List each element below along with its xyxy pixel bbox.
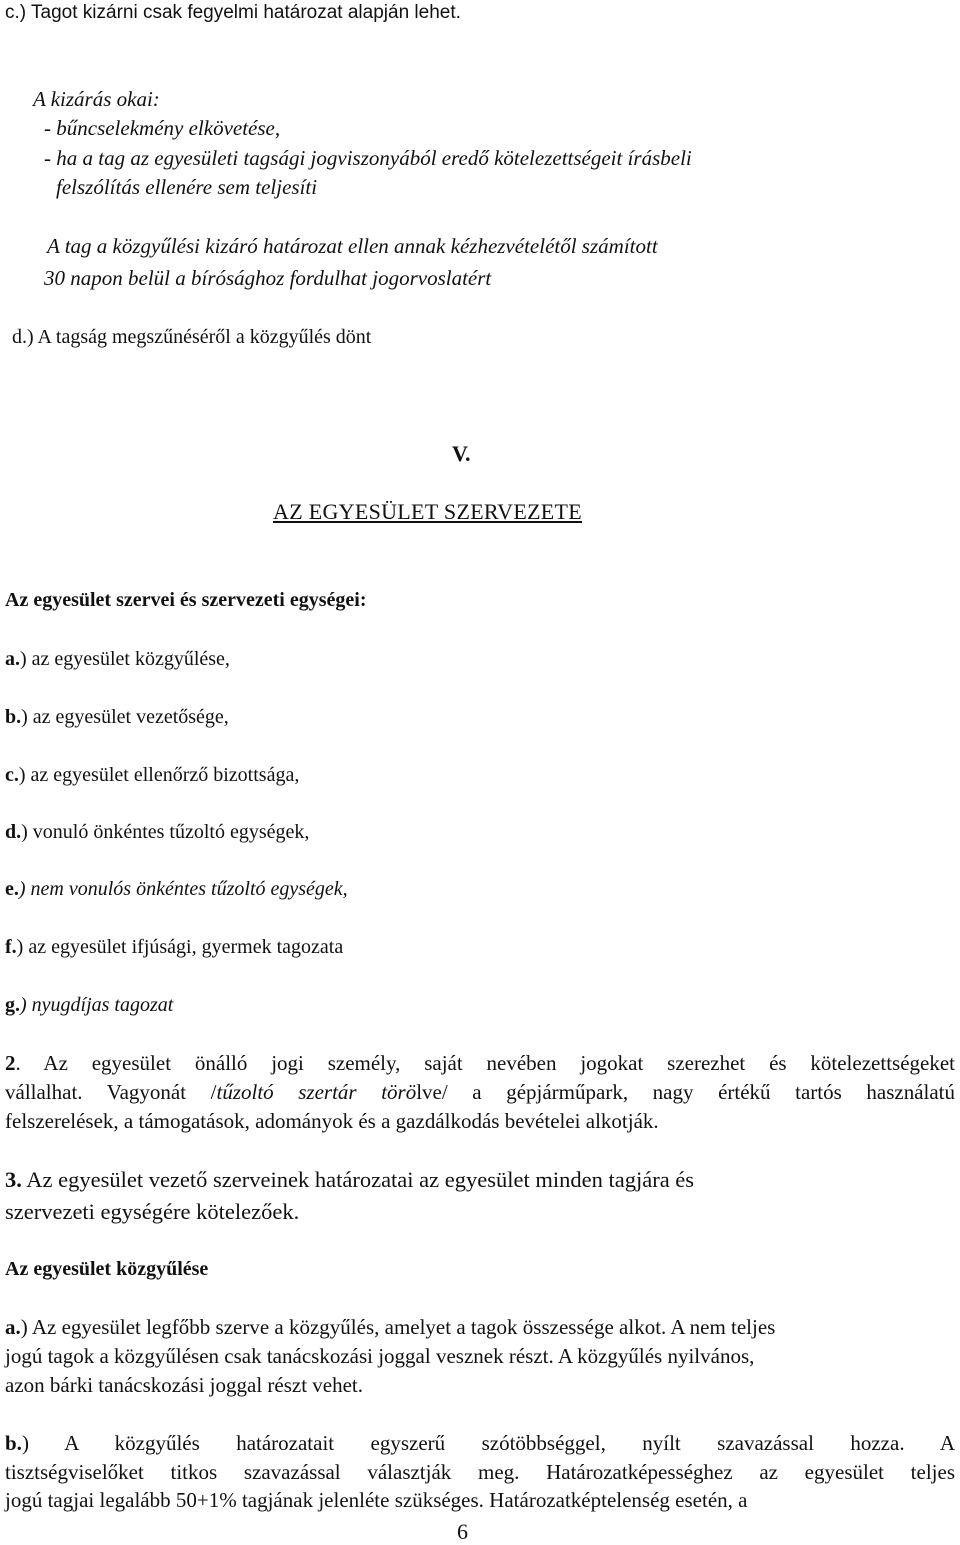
exclusion-reason-2-line-1: - ha a tag az egyesületi tagsági jogviszonyából eredő kötelezettségeit írásbeli <box>44 146 692 170</box>
membership-termination: d.) A tagság megszűnéséről a közgyűlés dönt <box>12 326 372 348</box>
assembly-a-line-2: jogú tagok a közgyűlésen csak tanácskozási joggal vesznek részt. A közgyűlés nyilvános, <box>5 1344 755 1368</box>
chapter-title: AZ EGYESÜLET SZERVEZETE <box>273 499 583 524</box>
point-2-line-3: felszerelések, a támogatások, adományok és a gazdálkodás bevételei alkotják. <box>5 1109 659 1133</box>
organ-item-a <box>5 646 230 672</box>
point-3-line-1 <box>5 1165 694 1195</box>
point-2-line-2 <box>5 1078 955 1107</box>
assembly-a-line-1 <box>5 1314 775 1340</box>
organs-heading: Az egyesület szervei és szervezeti egységei: <box>5 589 367 611</box>
exclusion-reason-2-line-2: felszólítás ellenére sem teljesíti <box>56 175 318 199</box>
assembly-b-line-1-text: ) A közgyűlés határozatait egyszerű szótöbbséggel, nyílt szavazással hozza. A <box>21 1431 955 1455</box>
organ-item-g-letter: g. <box>5 994 20 1016</box>
organ-item-d-letter: d. <box>5 821 22 843</box>
assembly-heading: Az egyesület közgyűlése <box>5 1258 209 1280</box>
organ-item-e-letter: e. <box>5 878 19 900</box>
exclusion-rule: c.) Tagot kizárni csak fegyelmi határozat alapján lehet. <box>5 2 461 23</box>
point-2-line-1 <box>5 1049 955 1078</box>
page-number: 6 <box>457 1519 468 1544</box>
point-2-line-2-end: lve/ a gépjárműpark, nagy értékű tartós használatú <box>416 1080 956 1104</box>
assembly-b-line-3: jogú tagjai legalább 50+1% tagjának jelenléte szükséges. Határozatképtelenség esetén, a <box>5 1488 748 1512</box>
point-3-line-2: szervezeti egységére kötelezőek. <box>5 1199 300 1224</box>
appeal-line-2: 30 napon belül a bírósághoz fordulhat jogorvoslatért <box>44 266 492 290</box>
organ-item-a-text: ) az egyesület közgyűlése, <box>20 648 230 670</box>
assembly-a-letter: a. <box>5 1315 21 1339</box>
assembly-a-line-1-text: ) Az egyesület legfőbb szerve a közgyűlés, amelyet a tagok összessége alkot. A nem teljes <box>20 1315 776 1339</box>
organ-item-e <box>5 876 348 902</box>
organ-item-c-letter: c. <box>5 764 19 786</box>
point-3-number: 3. <box>5 1167 22 1192</box>
assembly-b-line-2: tisztségviselőket titkos szavazással választják meg. Határozatképességhez az egyesület teljes <box>5 1460 955 1484</box>
organ-item-g <box>5 992 173 1018</box>
organ-item-f-text: ) az egyesület ifjúsági, gyermek tagozata <box>16 936 344 958</box>
chapter-number: V. <box>452 441 471 466</box>
organ-item-b-letter: b. <box>5 706 22 728</box>
organ-item-c-text: ) az egyesület ellenőrző bizottsága, <box>18 764 300 786</box>
point-3-line-1-text: Az egyesület vezető szerveinek határozatai az egyesület minden tagjára és <box>21 1167 695 1192</box>
point-2-number: 2 <box>5 1051 16 1075</box>
assembly-a-line-3: azon bárki tanácskozási joggal részt vehet. <box>5 1373 364 1397</box>
organ-item-c <box>5 762 299 788</box>
appeal-line-1: A tag a közgyűlési kizáró határozat ellen annak kézhezvételétől számított <box>47 234 658 258</box>
organ-item-d <box>5 819 309 845</box>
exclusion-reason-1: - bűncselekmény elkövetése, <box>44 116 281 140</box>
point-2-line-1-text: . Az egyesület önálló jogi személy, saját nevében jogokat szerezhet és kötelezettségeket <box>15 1051 955 1075</box>
point-2-line-2-italic: tűzoltó szertár törö <box>216 1080 417 1104</box>
organ-item-a-letter: a. <box>5 648 20 670</box>
assembly-b-line-1 <box>5 1429 955 1458</box>
organ-item-d-text: ) vonuló önkéntes tűzoltó egységek, <box>21 821 310 843</box>
organ-item-f-letter: f. <box>5 936 17 958</box>
organ-item-e-text: ) nem vonulós önkéntes tűzoltó egységek, <box>18 878 348 900</box>
organ-item-b <box>5 704 229 730</box>
organ-item-g-text: ) nyugdíjas tagozat <box>20 994 174 1016</box>
point-2-line-2-start: vállalhat. Vagyonát / <box>5 1080 217 1104</box>
organ-item-b-text: ) az egyesület vezetősége, <box>21 706 229 728</box>
assembly-b-letter: b. <box>5 1431 22 1455</box>
organ-item-f <box>5 934 343 960</box>
exclusion-reasons-title: A kizárás okai: <box>33 87 160 111</box>
